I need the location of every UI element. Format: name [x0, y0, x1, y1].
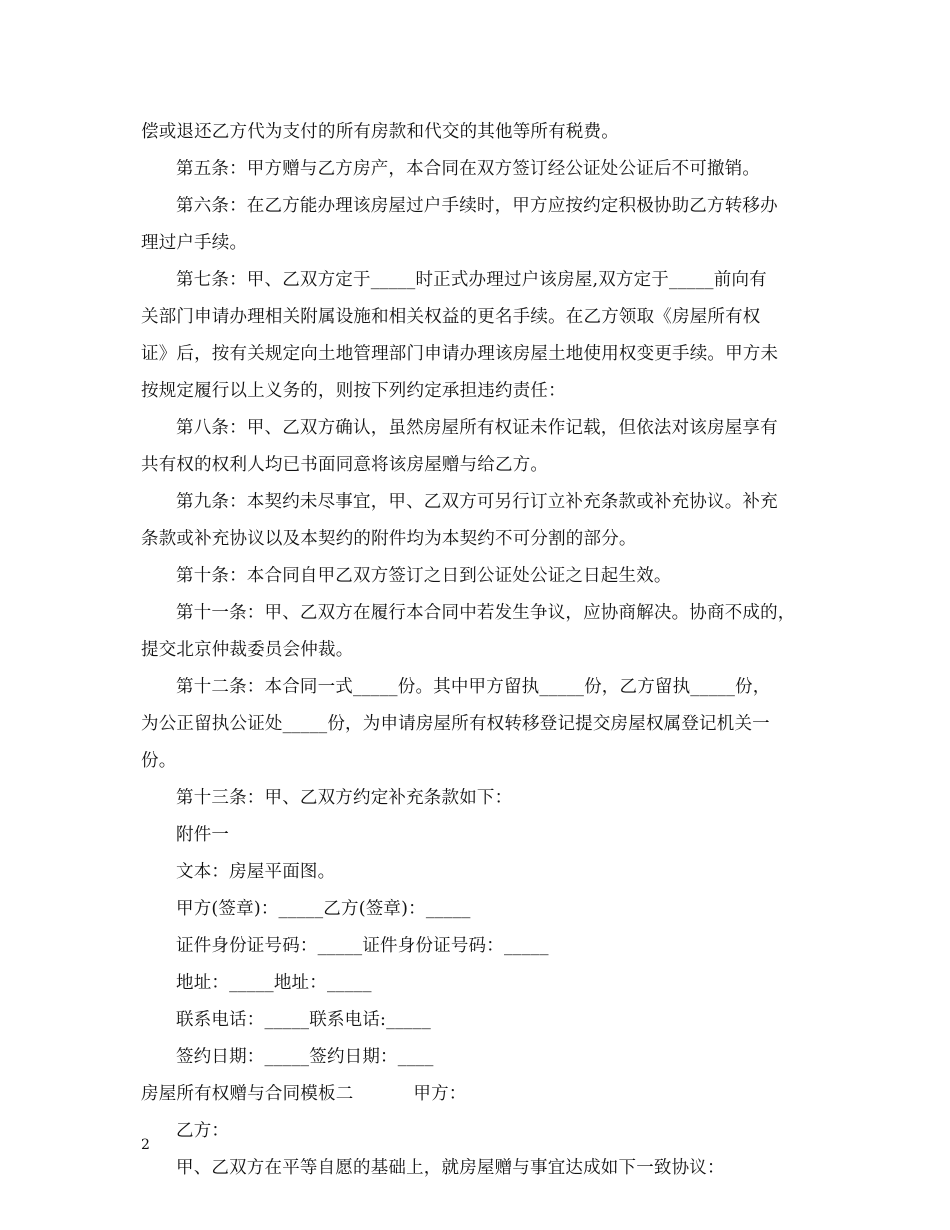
text-line: 按规定履行以上义务的，则按下列约定承担违约责任： [141, 381, 566, 401]
signature-line: 甲方(签章)：_____乙方(签章)：_____ [176, 899, 471, 919]
clause-5: 第五条：甲方赠与乙方房产，本合同在双方签订经公证处公证后不可撤销。 [176, 159, 761, 179]
clause-13: 第十三条：甲、乙双方约定补充条款如下： [176, 788, 513, 808]
clause-11: 第十一条：甲、乙双方在履行本合同中若发生争议，应协商解决。协商不成的， [176, 603, 796, 623]
party-b-line: 乙方： [176, 1121, 230, 1141]
clause-12: 第十二条：本合同一式_____份。其中甲方留执_____份，乙方留执_____份， [176, 677, 771, 697]
text-line: 条款或补充协议以及本契约的附件均为本契约不可分割的部分。 [141, 529, 637, 549]
clause-9: 第九条：本契约未尽事宜，甲、乙双方可另行订立补充条款或补充协议。补充 [176, 492, 778, 512]
address-line: 地址：_____地址：_____ [176, 973, 372, 993]
agreement-intro: 甲、乙双方在平等自愿的基础上，就房屋赠与事宜达成如下一致协议： [176, 1158, 725, 1178]
document-body [141, 114, 841, 1187]
clause-6: 第六条：在乙方能办理该房屋过户手续时，甲方应按约定积极协助乙方转移办 [176, 196, 778, 216]
text-line: 偿或退还乙方代为支付的所有房款和代交的其他等所有税费。 [141, 122, 619, 142]
text-line: 为公正留执公证处_____份，为申请房屋所有权转移登记提交房屋权属登记机关一 [141, 714, 770, 734]
text-line: 共有权的权利人均已书面同意将该房屋赠与给乙方。 [141, 455, 549, 475]
template2-party-a: 甲方： [413, 1084, 467, 1104]
text-line: 关部门申请办理相关附属设施和相关权益的更名手续。在乙方领取《房屋所有权 [141, 307, 761, 327]
id-number-line: 证件身份证号码：_____证件身份证号码：_____ [176, 936, 549, 956]
attachment-text: 文本：房屋平面图。 [176, 862, 336, 882]
text-line: 份。 [141, 751, 177, 771]
attachment-heading: 附件一 [176, 825, 230, 845]
clause-7: 第七条：甲、乙双方定于_____时正式办理过户该房屋,双方定于_____前向有 [176, 270, 767, 290]
template2-heading-line [141, 1076, 841, 1113]
phone-line: 联系电话：_____联系电话:_____ [176, 1010, 431, 1030]
template2-title: 房屋所有权赠与合同模板二 [141, 1084, 354, 1104]
text-line: 理过户手续。 [141, 233, 248, 253]
page-number: 2 [141, 1137, 150, 1153]
text-line: 证》后，按有关规定向土地管理部门申请办理该房屋土地使用权变更手续。甲方未 [141, 344, 779, 364]
text-line: 提交北京仲裁委员会仲裁。 [141, 640, 354, 660]
clause-8: 第八条：甲、乙双方确认，虽然房屋所有权证未作记载，但依法对该房屋享有 [176, 418, 778, 438]
date-line: 签约日期：_____签约日期：____ [176, 1047, 434, 1067]
clause-10: 第十条：本合同自甲乙双方签订之日到公证处公证之日起生效。 [176, 566, 672, 586]
